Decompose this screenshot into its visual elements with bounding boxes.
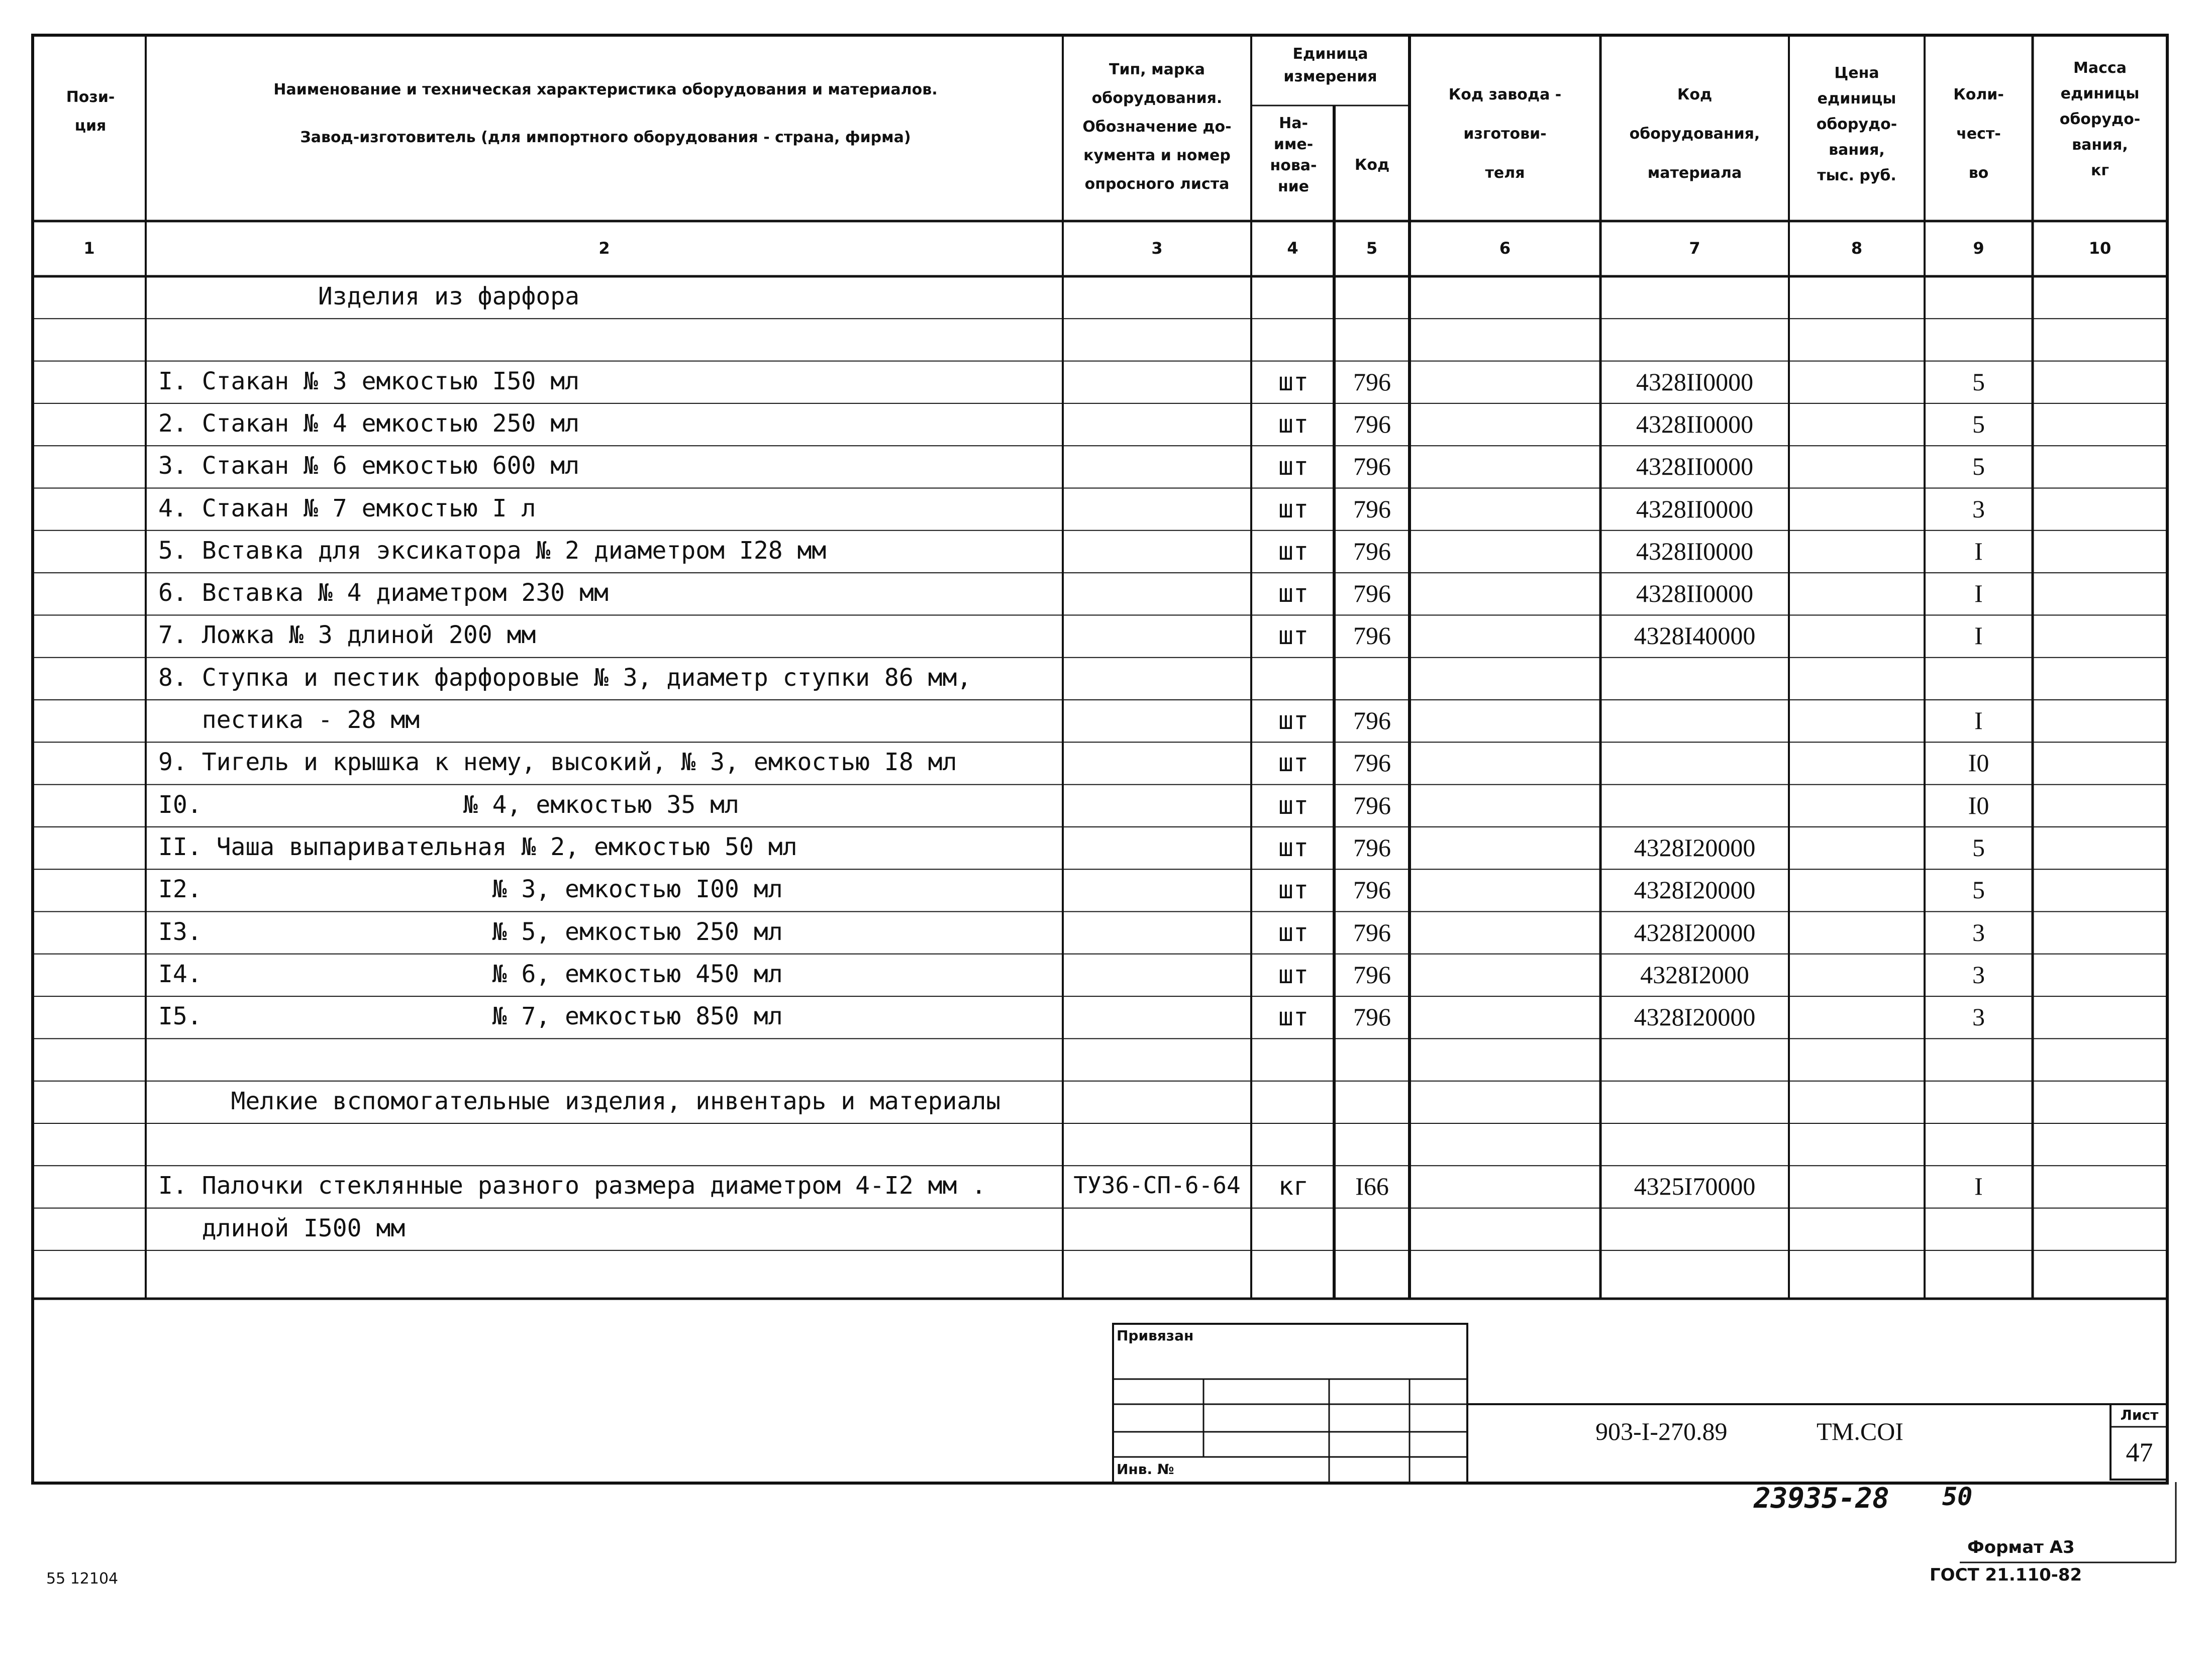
- row-material-code: 4328II0000: [1636, 367, 1754, 396]
- header-unit-code: Код: [1354, 156, 1390, 174]
- row-unit: шт: [1278, 536, 1309, 566]
- row-material-code: 4328II0000: [1636, 409, 1754, 438]
- row-unit-code: 796: [1353, 537, 1391, 565]
- row-unit: шт: [1278, 452, 1309, 481]
- header-type: Тип, марка оборудования. Обозначение до- кумента и номер опросного листа: [1082, 61, 1232, 193]
- column-number: 10: [2088, 239, 2112, 258]
- row-quantity: I: [1974, 706, 1983, 734]
- handwritten-number: 23935-28: [1754, 1482, 1889, 1515]
- row-name: 5. Вставка для эксикатора № 2 диаметром I28 мм: [158, 536, 827, 565]
- header-name-line1: Наименование и техническая характеристика оборудования и материалов.: [273, 81, 938, 98]
- row-quantity: 5: [1972, 833, 1985, 862]
- row-unit-code: 796: [1353, 409, 1391, 438]
- column-number: 2: [598, 239, 610, 258]
- row-unit-code: I66: [1355, 1172, 1389, 1201]
- row-material-code: 4328II0000: [1636, 579, 1754, 608]
- row-unit-code: 796: [1353, 706, 1391, 734]
- row-material-code: 4328II0000: [1636, 452, 1754, 481]
- column-number: 4: [1287, 239, 1298, 258]
- row-name: Мелкие вспомогательные изделия, инвентарь и материалы: [158, 1087, 1001, 1115]
- format-label: Формат А3: [1967, 1537, 2075, 1557]
- row-material-code: 4328I20000: [1634, 833, 1756, 862]
- stamp-inv-no: Инв. №: [1117, 1461, 1174, 1478]
- row-quantity: 5: [1972, 409, 1985, 438]
- handwritten-sheet: 50: [1942, 1482, 1973, 1511]
- row-name: 9. Тигель и крышка к нему, высокий, № 3, емкостью I8 мл: [158, 748, 957, 777]
- header-position: Пози- ция: [66, 88, 115, 135]
- stamp-privyazan: Привязан: [1117, 1327, 1194, 1344]
- row-unit: кг: [1278, 1172, 1309, 1201]
- header-quantity: Коли- чест- во: [1953, 86, 2004, 182]
- row-quantity: 5: [1972, 876, 1985, 904]
- row-quantity: I0: [1968, 749, 1989, 777]
- document-code: 903-I-270.89: [1595, 1417, 1728, 1445]
- header-unit-name: На- име- нова- ние: [1270, 115, 1317, 195]
- column-number: 5: [1366, 239, 1378, 258]
- row-material-code: 4328I20000: [1634, 918, 1756, 947]
- row-material-code: 4328I20000: [1634, 1003, 1756, 1031]
- row-unit: шт: [1278, 579, 1309, 608]
- row-name: I2. № 3, емкостью I00 мл: [158, 875, 783, 904]
- row-unit-code: 796: [1353, 960, 1391, 989]
- row-name: I5. № 7, емкостью 850 мл: [158, 1002, 783, 1031]
- row-unit: шт: [1278, 790, 1309, 820]
- row-quantity: 5: [1972, 452, 1985, 481]
- row-name: 4. Стакан № 7 емкостью I л: [158, 494, 536, 522]
- row-unit: шт: [1278, 832, 1309, 862]
- header-unit-group: Единица измерения: [1283, 45, 1377, 85]
- row-name: 2. Стакан № 4 емкостью 250 мл: [158, 409, 580, 438]
- row-unit: шт: [1278, 409, 1309, 439]
- document-mark: ТМ.СОI: [1817, 1417, 1903, 1445]
- row-unit: шт: [1278, 706, 1309, 735]
- row-material-code: 4328II0000: [1636, 537, 1754, 565]
- row-quantity: 3: [1972, 1003, 1985, 1031]
- row-unit: шт: [1278, 621, 1309, 651]
- row-material-code: 4328I40000: [1634, 621, 1756, 650]
- header-factory-code: Код завода - изготови- теля: [1448, 86, 1562, 182]
- row-unit-code: 796: [1353, 452, 1391, 481]
- row-name: II. Чаша выпаривательная № 2, емкостью 50 мл: [158, 832, 797, 861]
- column-number: 6: [1499, 239, 1511, 258]
- row-quantity: 3: [1972, 918, 1985, 947]
- column-number: 9: [1973, 239, 1984, 258]
- row-name: 7. Ложка № 3 длиной 200 мм: [158, 621, 536, 650]
- row-name: I3. № 5, емкостью 250 мл: [158, 917, 783, 946]
- header-price: Цена единицы оборудо- вания, тыс. руб.: [1816, 64, 1897, 184]
- row-unit: шт: [1278, 494, 1309, 523]
- column-number: 8: [1851, 239, 1863, 258]
- column-number: 1: [83, 239, 95, 258]
- row-unit: шт: [1278, 1002, 1309, 1032]
- header-mass: Масса единицы оборудо- вания, кг: [2059, 59, 2141, 179]
- row-quantity: 5: [1972, 367, 1985, 396]
- row-unit: шт: [1278, 748, 1309, 778]
- row-quantity: I: [1974, 537, 1983, 565]
- row-name: 3. Стакан № 6 емкостью 600 мл: [158, 452, 580, 480]
- row-material-code: 4328I2000: [1640, 960, 1749, 989]
- row-quantity: 3: [1972, 494, 1985, 523]
- row-unit-code: 796: [1353, 1003, 1391, 1031]
- row-unit: шт: [1278, 367, 1309, 396]
- row-unit: шт: [1278, 960, 1309, 989]
- sheet-number: 47: [2126, 1437, 2153, 1467]
- header-name-line2: Завод-изготовитель (для импортного оборудования - страна, фирма): [300, 129, 911, 146]
- row-name: пестика - 28 мм: [158, 706, 420, 734]
- row-name: Изделия из фарфора: [158, 282, 580, 310]
- row-material-code: 4325I70000: [1634, 1172, 1756, 1201]
- row-quantity: I: [1974, 1172, 1983, 1201]
- row-unit-code: 796: [1353, 494, 1391, 523]
- row-unit-code: 796: [1353, 791, 1391, 819]
- row-unit-code: 796: [1353, 876, 1391, 904]
- column-number: 7: [1689, 239, 1700, 258]
- row-unit: шт: [1278, 917, 1309, 947]
- row-name: I4. № 6, емкостью 450 мл: [158, 960, 783, 988]
- row-quantity: I0: [1968, 791, 1989, 819]
- row-name: I. Палочки стеклянные разного размера диаметром 4-I2 мм .: [158, 1172, 986, 1200]
- row-quantity: 3: [1972, 960, 1985, 989]
- row-unit-code: 796: [1353, 749, 1391, 777]
- row-unit-code: 796: [1353, 621, 1391, 650]
- row-unit-code: 796: [1353, 367, 1391, 396]
- gost-label: ГОСТ 21.110-82: [1930, 1565, 2082, 1585]
- row-material-code: 4328II0000: [1636, 494, 1754, 523]
- row-name: I0. № 4, емкостью 35 мл: [158, 790, 739, 819]
- sheet-label: Лист: [2120, 1407, 2159, 1423]
- row-unit: шт: [1278, 875, 1309, 905]
- row-unit-code: 796: [1353, 918, 1391, 947]
- row-name: длиной I500 мм: [158, 1214, 406, 1242]
- row-type: ТУ36-СП-6-64: [1073, 1172, 1241, 1199]
- row-quantity: I: [1974, 579, 1983, 608]
- row-name: I. Стакан № 3 емкостью I50 мл: [158, 367, 580, 395]
- row-unit-code: 796: [1353, 833, 1391, 862]
- left-code: 55 12104: [46, 1570, 119, 1588]
- row-name: 8. Ступка и пестик фарфоровые № 3, диаметр ступки 86 мм,: [158, 663, 972, 692]
- row-material-code: 4328I20000: [1634, 876, 1756, 904]
- row-name: 6. Вставка № 4 диаметром 230 мм: [158, 579, 609, 607]
- row-quantity: I: [1974, 621, 1983, 650]
- column-number: 3: [1151, 239, 1163, 258]
- header-material-code: Код оборудования, материала: [1629, 86, 1760, 182]
- row-unit-code: 796: [1353, 579, 1391, 608]
